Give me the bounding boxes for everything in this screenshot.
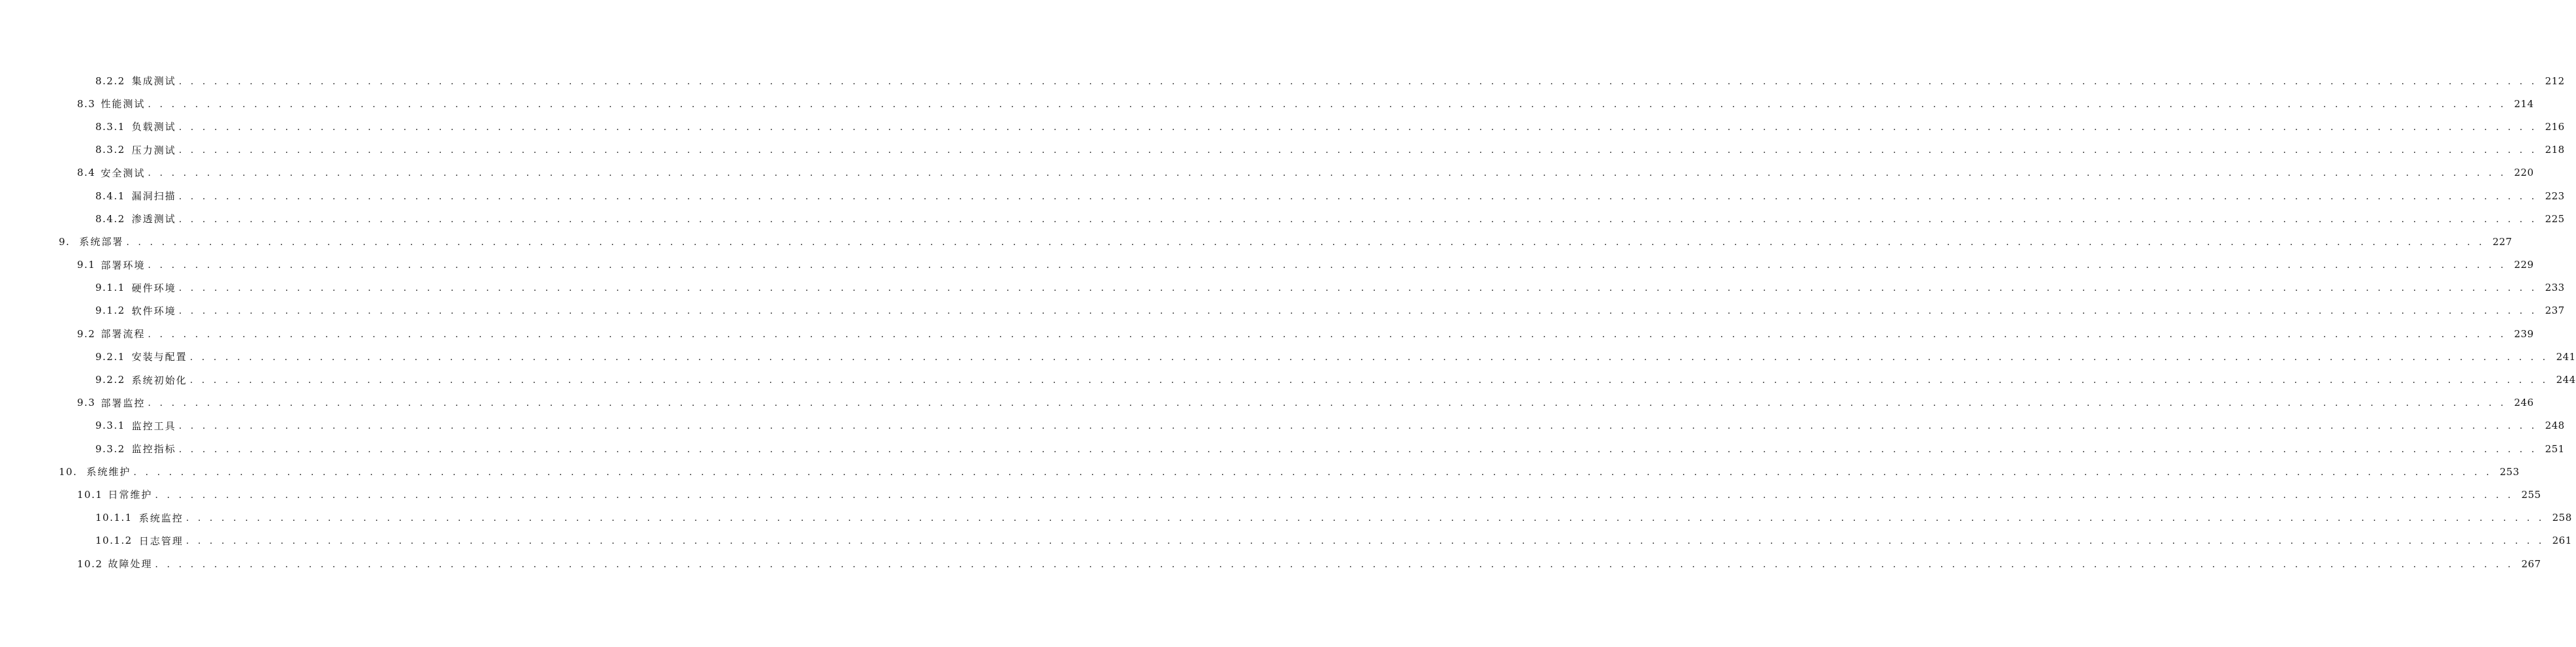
- toc-entry-page-number: 261: [2552, 535, 2572, 547]
- toc-entry-number: 9.1: [77, 259, 96, 271]
- toc-entry-title: 系统监控: [138, 512, 184, 524]
- toc-entry-page-number: 253: [2500, 465, 2520, 478]
- toc-entry-page-number: 237: [2545, 305, 2565, 317]
- toc-entry-page-number: 267: [2521, 557, 2541, 570]
- toc-entry-title: 安装与配置: [131, 351, 187, 363]
- toc-dot-leader: . . . . . . . . . . . . . . . . . . . . . . . . . . . . . . . . . . . . . . . . . . . . . . . . . . . . . . . . . . . . . . . . . . . . . . . . . . . . . . . . . . . . . . . . . . . . . . . . . . . . . . . . . . . . . . . . . . . . . . . . . . . . . . . . . . . . . . . . . . . . . . . . . . . . . . . . . . . . . . . . . . . . . . . . . . . . . . . . . . . . . . . . . . . . . . . . . . . . . . . .: [178, 145, 2537, 156]
- toc-entry[interactable]: [0, 529, 2572, 552]
- toc-entry-number: 9.2.2: [95, 374, 125, 386]
- toc-entry-title: 系统维护: [86, 466, 131, 478]
- toc-entry[interactable]: [0, 322, 2534, 345]
- toc-entry[interactable]: [0, 483, 2541, 506]
- toc-entry-title: 漏洞扫描: [131, 190, 176, 203]
- toc-entry[interactable]: [0, 437, 2565, 460]
- toc-entry-page-number: 229: [2514, 259, 2534, 271]
- toc-entry[interactable]: [0, 391, 2534, 414]
- toc-entry-number: 9.3: [77, 397, 96, 409]
- toc-entry-title: 监控工具: [131, 420, 176, 432]
- toc-entry-number: 9.: [59, 235, 71, 248]
- toc-entry-title: 日志管理: [138, 535, 184, 547]
- toc-entry-page-number: 220: [2514, 167, 2534, 179]
- toc-entry-page-number: 239: [2514, 327, 2534, 340]
- toc-entry-number: 8.3.1: [95, 120, 125, 133]
- toc-entry[interactable]: [0, 368, 2576, 391]
- toc-entry-page-number: 258: [2552, 512, 2572, 524]
- toc-entry-number: 10.2: [77, 557, 103, 570]
- toc-dot-leader: . . . . . . . . . . . . . . . . . . . . . . . . . . . . . . . . . . . . . . . . . . . . . . . . . . . . . . . . . . . . . . . . . . . . . . . . . . . . . . . . . . . . . . . . . . . . . . . . . . . . . . . . . . . . . . . . . . . . . . . . . . . . . . . . . . . . . . . . . . . . . . . . . . . . . . . . . . . . . . . . . . . . . . . . . . . . . . . . . . . . . . . . . . . . . . . . . . . . . . . .: [148, 329, 2507, 340]
- toc-dot-leader: . . . . . . . . . . . . . . . . . . . . . . . . . . . . . . . . . . . . . . . . . . . . . . . . . . . . . . . . . . . . . . . . . . . . . . . . . . . . . . . . . . . . . . . . . . . . . . . . . . . . . . . . . . . . . . . . . . . . . . . . . . . . . . . . . . . . . . . . . . . . . . . . . . . . . . . . . . . . . . . . . . . . . . . . . . . . . . . . . . . . . . . . . . . . . . . . . . . . . . . .: [148, 260, 2507, 271]
- toc-dot-leader: . . . . . . . . . . . . . . . . . . . . . . . . . . . . . . . . . . . . . . . . . . . . . . . . . . . . . . . . . . . . . . . . . . . . . . . . . . . . . . . . . . . . . . . . . . . . . . . . . . . . . . . . . . . . . . . . . . . . . . . . . . . . . . . . . . . . . . . . . . . . . . . . . . . . . . . . . . . . . . . . . . . . . . . . . . . . . . . . . . . . . . . . . . . . . . . . . . . . . . . .: [178, 421, 2537, 432]
- toc-entry-page-number: 233: [2545, 282, 2565, 294]
- toc-dot-leader: . . . . . . . . . . . . . . . . . . . . . . . . . . . . . . . . . . . . . . . . . . . . . . . . . . . . . . . . . . . . . . . . . . . . . . . . . . . . . . . . . . . . . . . . . . . . . . . . . . . . . . . . . . . . . . . . . . . . . . . . . . . . . . . . . . . . . . . . . . . . . . . . . . . . . . . . . . . . . . . . . . . . . . . . . . . . . . . . . . . . . . . . . . . . . . . . . . . . . . . .: [155, 489, 2514, 501]
- toc-dot-leader: . . . . . . . . . . . . . . . . . . . . . . . . . . . . . . . . . . . . . . . . . . . . . . . . . . . . . . . . . . . . . . . . . . . . . . . . . . . . . . . . . . . . . . . . . . . . . . . . . . . . . . . . . . . . . . . . . . . . . . . . . . . . . . . . . . . . . . . . . . . . . . . . . . . . . . . . . . . . . . . . . . . . . . . . . . . . . . . . . . . . . . . . . . . . . . . . . . . . . . . .: [185, 513, 2545, 524]
- toc-entry-page-number: 223: [2545, 190, 2565, 202]
- toc-entry-title: 部署流程: [101, 328, 146, 340]
- toc-entry-title: 日常维护: [108, 489, 153, 501]
- toc-entry-title: 监控指标: [131, 443, 176, 456]
- toc-entry-number: 8.2.2: [95, 75, 125, 87]
- toc-entry[interactable]: [0, 345, 2576, 368]
- toc-dot-leader: . . . . . . . . . . . . . . . . . . . . . . . . . . . . . . . . . . . . . . . . . . . . . . . . . . . . . . . . . . . . . . . . . . . . . . . . . . . . . . . . . . . . . . . . . . . . . . . . . . . . . . . . . . . . . . . . . . . . . . . . . . . . . . . . . . . . . . . . . . . . . . . . . . . . . . . . . . . . . . . . . . . . . . . . . . . . . . . . . . . . . . . . . . . . . . . . . . . . . . . .: [178, 214, 2537, 225]
- toc-entry-title: 硬件环境: [131, 282, 176, 294]
- toc-entry-number: 9.1.1: [95, 282, 125, 294]
- toc-entry-page-number: 244: [2556, 374, 2576, 386]
- toc-entry-title: 负载测试: [131, 121, 176, 133]
- toc-entry[interactable]: [0, 506, 2572, 529]
- toc-dot-leader: . . . . . . . . . . . . . . . . . . . . . . . . . . . . . . . . . . . . . . . . . . . . . . . . . . . . . . . . . . . . . . . . . . . . . . . . . . . . . . . . . . . . . . . . . . . . . . . . . . . . . . . . . . . . . . . . . . . . . . . . . . . . . . . . . . . . . . . . . . . . . . . . . . . . . . . . . . . . . . . . . . . . . . . . . . . . . . . . . . . . . . . . . . . . . . . . . . . . . . . .: [178, 444, 2537, 455]
- toc-entry-page-number: 241: [2556, 350, 2576, 363]
- toc-entry-page-number: 214: [2514, 97, 2534, 110]
- toc-entry[interactable]: [0, 69, 2565, 92]
- toc-entry-page-number: 255: [2521, 488, 2541, 501]
- toc-entry[interactable]: [0, 414, 2565, 437]
- toc-entry[interactable]: [0, 161, 2534, 184]
- toc-dot-leader: . . . . . . . . . . . . . . . . . . . . . . . . . . . . . . . . . . . . . . . . . . . . . . . . . . . . . . . . . . . . . . . . . . . . . . . . . . . . . . . . . . . . . . . . . . . . . . . . . . . . . . . . . . . . . . . . . . . . . . . . . . . . . . . . . . . . . . . . . . . . . . . . . . . . . . . . . . . . . . . . . . . . . . . . . . . . . . . . . . . . . . . . . . . . . . . . . . . . . . . .: [133, 467, 2492, 478]
- toc-entry-number: 9.2: [77, 327, 96, 340]
- toc-entry-title: 系统部署: [79, 236, 124, 248]
- toc-entry-title: 压力测试: [131, 144, 176, 156]
- toc-entry[interactable]: [0, 254, 2534, 276]
- toc-entry-title: 性能测试: [101, 98, 146, 110]
- toc-entry-title: 系统初始化: [131, 374, 187, 386]
- toc-entry-title: 部署监控: [101, 397, 146, 409]
- toc-entry-number: 10.1: [77, 488, 103, 501]
- toc-entry-number: 8.4: [77, 167, 96, 179]
- toc-dot-leader: . . . . . . . . . . . . . . . . . . . . . . . . . . . . . . . . . . . . . . . . . . . . . . . . . . . . . . . . . . . . . . . . . . . . . . . . . . . . . . . . . . . . . . . . . . . . . . . . . . . . . . . . . . . . . . . . . . . . . . . . . . . . . . . . . . . . . . . . . . . . . . . . . . . . . . . . . . . . . . . . . . . . . . . . . . . . . . . . . . . . . . . . . . . . . . . . . . . . . . . .: [178, 122, 2537, 133]
- toc-entry-title: 软件环境: [131, 305, 176, 317]
- toc-entry-number: 9.1.2: [95, 305, 125, 317]
- toc-dot-leader: . . . . . . . . . . . . . . . . . . . . . . . . . . . . . . . . . . . . . . . . . . . . . . . . . . . . . . . . . . . . . . . . . . . . . . . . . . . . . . . . . . . . . . . . . . . . . . . . . . . . . . . . . . . . . . . . . . . . . . . . . . . . . . . . . . . . . . . . . . . . . . . . . . . . . . . . . . . . . . . . . . . . . . . . . . . . . . . . . . . . . . . . . . . . . . . . . . . . . . . .: [189, 375, 2549, 386]
- toc-entry-number: 8.4.2: [95, 212, 125, 225]
- table-of-contents: [0, 69, 2576, 575]
- toc-entry-page-number: 251: [2545, 442, 2565, 455]
- toc-entry-number: 10.: [59, 465, 78, 478]
- toc-entry-number: 9.3.1: [95, 420, 125, 432]
- toc-entry-page-number: 218: [2545, 144, 2565, 156]
- toc-entry-page-number: 227: [2492, 235, 2513, 248]
- toc-entry[interactable]: [0, 184, 2565, 207]
- toc-entry[interactable]: [0, 299, 2565, 322]
- toc-entry-title: 渗透测试: [131, 213, 176, 225]
- toc-dot-leader: . . . . . . . . . . . . . . . . . . . . . . . . . . . . . . . . . . . . . . . . . . . . . . . . . . . . . . . . . . . . . . . . . . . . . . . . . . . . . . . . . . . . . . . . . . . . . . . . . . . . . . . . . . . . . . . . . . . . . . . . . . . . . . . . . . . . . . . . . . . . . . . . . . . . . . . . . . . . . . . . . . . . . . . . . . . . . . . . . . . . . . . . . . . . . . . . . . . . . . . .: [148, 398, 2507, 409]
- toc-entry-title: 集成测试: [131, 75, 176, 88]
- toc-entry-page-number: 248: [2545, 420, 2565, 432]
- toc-entry[interactable]: [0, 92, 2534, 115]
- toc-entry-number: 10.1.1: [95, 512, 133, 524]
- toc-dot-leader: . . . . . . . . . . . . . . . . . . . . . . . . . . . . . . . . . . . . . . . . . . . . . . . . . . . . . . . . . . . . . . . . . . . . . . . . . . . . . . . . . . . . . . . . . . . . . . . . . . . . . . . . . . . . . . . . . . . . . . . . . . . . . . . . . . . . . . . . . . . . . . . . . . . . . . . . . . . . . . . . . . . . . . . . . . . . . . . . . . . . . . . . . . . . . . . . . . . . . . . .: [185, 536, 2545, 547]
- toc-entry-title: 部署环境: [101, 259, 146, 271]
- toc-entry[interactable]: [0, 207, 2565, 230]
- toc-entry-title: 安全测试: [101, 167, 146, 179]
- toc-dot-leader: . . . . . . . . . . . . . . . . . . . . . . . . . . . . . . . . . . . . . . . . . . . . . . . . . . . . . . . . . . . . . . . . . . . . . . . . . . . . . . . . . . . . . . . . . . . . . . . . . . . . . . . . . . . . . . . . . . . . . . . . . . . . . . . . . . . . . . . . . . . . . . . . . . . . . . . . . . . . . . . . . . . . . . . . . . . . . . . . . . . . . . . . . . . . . . . . . . . . . . . .: [126, 237, 2485, 248]
- toc-entry-page-number: 246: [2514, 397, 2534, 409]
- toc-entry-title: 故障处理: [108, 558, 153, 571]
- toc-dot-leader: . . . . . . . . . . . . . . . . . . . . . . . . . . . . . . . . . . . . . . . . . . . . . . . . . . . . . . . . . . . . . . . . . . . . . . . . . . . . . . . . . . . . . . . . . . . . . . . . . . . . . . . . . . . . . . . . . . . . . . . . . . . . . . . . . . . . . . . . . . . . . . . . . . . . . . . . . . . . . . . . . . . . . . . . . . . . . . . . . . . . . . . . . . . . . . . . . . . . . . . .: [148, 99, 2507, 110]
- toc-entry-number: 8.3.2: [95, 144, 125, 156]
- toc-dot-leader: . . . . . . . . . . . . . . . . . . . . . . . . . . . . . . . . . . . . . . . . . . . . . . . . . . . . . . . . . . . . . . . . . . . . . . . . . . . . . . . . . . . . . . . . . . . . . . . . . . . . . . . . . . . . . . . . . . . . . . . . . . . . . . . . . . . . . . . . . . . . . . . . . . . . . . . . . . . . . . . . . . . . . . . . . . . . . . . . . . . . . . . . . . . . . . . . . . . . . . . .: [178, 76, 2537, 87]
- toc-dot-leader: . . . . . . . . . . . . . . . . . . . . . . . . . . . . . . . . . . . . . . . . . . . . . . . . . . . . . . . . . . . . . . . . . . . . . . . . . . . . . . . . . . . . . . . . . . . . . . . . . . . . . . . . . . . . . . . . . . . . . . . . . . . . . . . . . . . . . . . . . . . . . . . . . . . . . . . . . . . . . . . . . . . . . . . . . . . . . . . . . . . . . . . . . . . . . . . . . . . . . . . .: [148, 168, 2507, 179]
- toc-entry-number: 8.3: [77, 97, 96, 110]
- toc-dot-leader: . . . . . . . . . . . . . . . . . . . . . . . . . . . . . . . . . . . . . . . . . . . . . . . . . . . . . . . . . . . . . . . . . . . . . . . . . . . . . . . . . . . . . . . . . . . . . . . . . . . . . . . . . . . . . . . . . . . . . . . . . . . . . . . . . . . . . . . . . . . . . . . . . . . . . . . . . . . . . . . . . . . . . . . . . . . . . . . . . . . . . . . . . . . . . . . . . . . . . . . .: [155, 559, 2514, 570]
- toc-entry[interactable]: [0, 139, 2565, 161]
- toc-entry-page-number: 216: [2545, 120, 2565, 133]
- toc-dot-leader: . . . . . . . . . . . . . . . . . . . . . . . . . . . . . . . . . . . . . . . . . . . . . . . . . . . . . . . . . . . . . . . . . . . . . . . . . . . . . . . . . . . . . . . . . . . . . . . . . . . . . . . . . . . . . . . . . . . . . . . . . . . . . . . . . . . . . . . . . . . . . . . . . . . . . . . . . . . . . . . . . . . . . . . . . . . . . . . . . . . . . . . . . . . . . . . . . . . . . . . .: [178, 191, 2537, 202]
- toc-entry-number: 8.4.1: [95, 190, 125, 202]
- toc-entry-number: 10.1.2: [95, 535, 133, 547]
- toc-dot-leader: . . . . . . . . . . . . . . . . . . . . . . . . . . . . . . . . . . . . . . . . . . . . . . . . . . . . . . . . . . . . . . . . . . . . . . . . . . . . . . . . . . . . . . . . . . . . . . . . . . . . . . . . . . . . . . . . . . . . . . . . . . . . . . . . . . . . . . . . . . . . . . . . . . . . . . . . . . . . . . . . . . . . . . . . . . . . . . . . . . . . . . . . . . . . . . . . . . . . . . . .: [178, 283, 2537, 294]
- toc-entry-page-number: 212: [2545, 75, 2565, 87]
- toc-entry[interactable]: [0, 115, 2565, 138]
- toc-entry-page-number: 225: [2545, 212, 2565, 225]
- toc-entry-number: 9.2.1: [95, 350, 125, 363]
- toc-entry[interactable]: [0, 276, 2565, 299]
- toc-entry-number: 9.3.2: [95, 442, 125, 455]
- toc-dot-leader: . . . . . . . . . . . . . . . . . . . . . . . . . . . . . . . . . . . . . . . . . . . . . . . . . . . . . . . . . . . . . . . . . . . . . . . . . . . . . . . . . . . . . . . . . . . . . . . . . . . . . . . . . . . . . . . . . . . . . . . . . . . . . . . . . . . . . . . . . . . . . . . . . . . . . . . . . . . . . . . . . . . . . . . . . . . . . . . . . . . . . . . . . . . . . . . . . . . . . . . .: [189, 352, 2549, 363]
- toc-entry[interactable]: [0, 552, 2541, 575]
- toc-dot-leader: . . . . . . . . . . . . . . . . . . . . . . . . . . . . . . . . . . . . . . . . . . . . . . . . . . . . . . . . . . . . . . . . . . . . . . . . . . . . . . . . . . . . . . . . . . . . . . . . . . . . . . . . . . . . . . . . . . . . . . . . . . . . . . . . . . . . . . . . . . . . . . . . . . . . . . . . . . . . . . . . . . . . . . . . . . . . . . . . . . . . . . . . . . . . . . . . . . . . . . . .: [178, 306, 2537, 317]
- toc-entry[interactable]: [0, 230, 2513, 253]
- toc-entry[interactable]: [0, 460, 2520, 483]
